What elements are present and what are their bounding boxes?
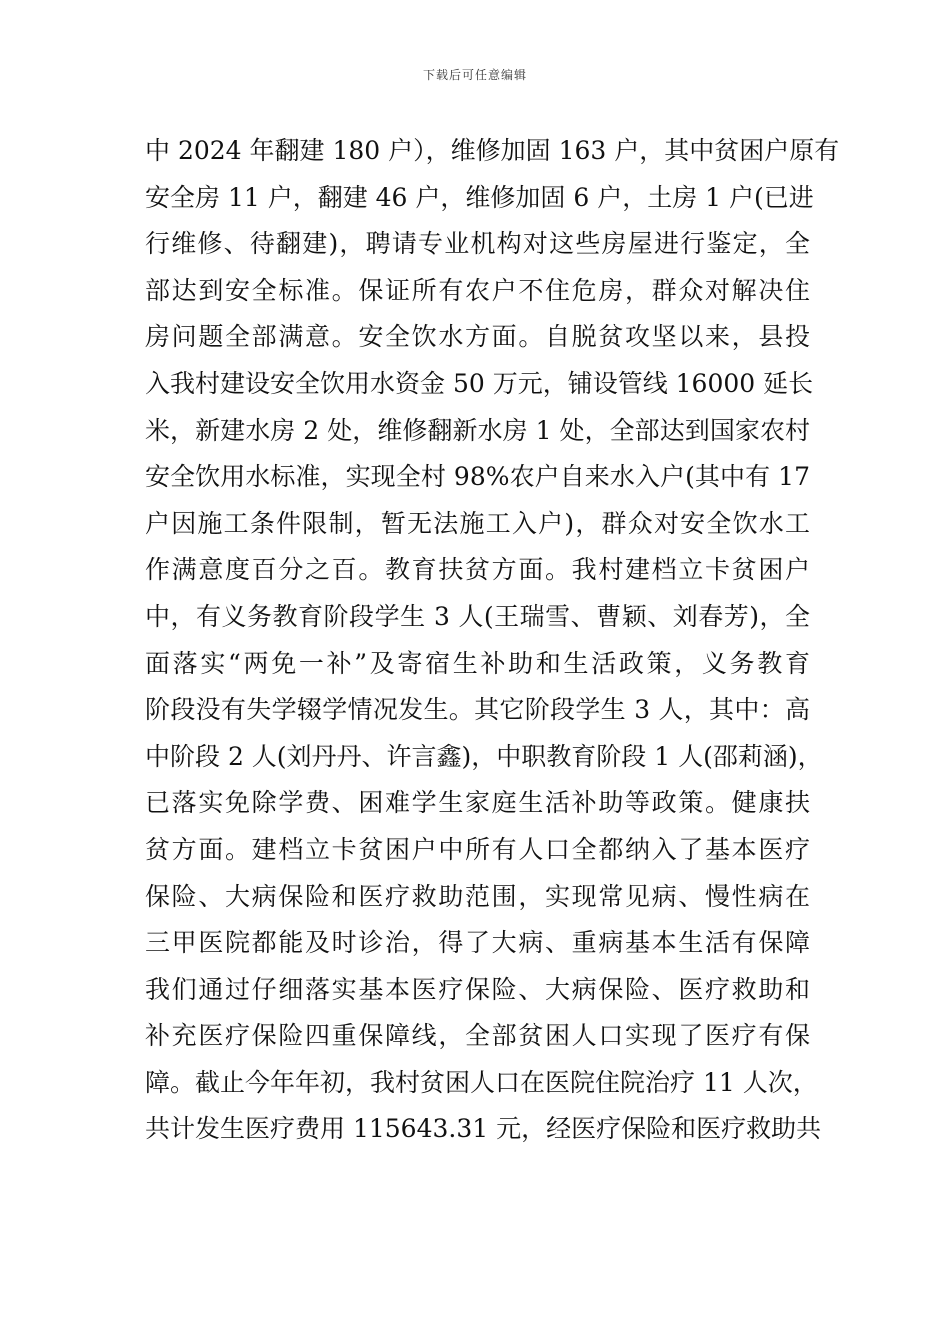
text-line: 安全房 11 户，翻建 46 户，维修加固 6 户，土房 1 户(已进 [145,182,814,212]
text-line: 部达到安全标准。保证所有农户不住危房，群众对解决住 [145,275,810,305]
text-line: 已落实免除学费、困难学生家庭生活补助等政策。健康扶 [145,788,810,818]
text-line: 房问题全部满意。安全饮水方面。自脱贫攻坚以来，县投 [145,322,810,352]
page-header: 下载后可任意编辑 [422,68,527,82]
text-line: 作满意度百分之百。教育扶贫方面。我村建档立卡贫困户 [145,555,810,585]
text-line: 贫方面。建档立卡贫困户中所有人口全都纳入了基本医疗 [145,834,810,864]
text-line: 保险、大病保险和医疗救助范围，实现常见病、慢性病在 [145,881,810,911]
text-line: 行维修、待翻建)，聘请专业机构对这些房屋进行鉴定，全 [145,229,810,259]
text-line: 障。截止今年年初，我村贫困人口在医院住院治疗 11 人次， [145,1067,818,1097]
text-line: 中阶段 2 人(刘丹丹、许言鑫)，中职教育阶段 1 人(邵莉涵)， [145,741,823,771]
text-line: 入我村建设安全饮用水资金 50 万元，铺设管线 16000 延长 [145,368,814,398]
body-paragraph [145,128,840,1153]
text-line: 安全饮用水标准，实现全村 98%农户自来水入户(其中有 17 [145,462,810,492]
text-line: 我们通过仔细落实基本医疗保险、大病保险、医疗救助和 [145,974,810,1004]
text-line: 中 2024 年翻建 180 户），维修加固 163 户，其中贫困户原有 [145,136,840,165]
text-line: 中，有义务教育阶段学生 3 人(王瑞雪、曹颖、刘春芳)，全 [145,601,810,631]
text-line: 补充医疗保险四重保障线，全部贫困人口实现了医疗有保 [145,1021,810,1051]
text-line: 户因施工条件限制，暂无法施工入户)，群众对安全饮水工 [145,508,810,538]
text-line: 米，新建水房 2 处，维修翻新水房 1 处，全部达到国家农村 [145,415,810,445]
text-line: 三甲医院都能及时诊治，得了大病、重病基本生活有保障 [145,928,810,958]
text-line: 共计发生医疗费用 115643.31 元，经医疗保险和医疗救助共 [145,1114,822,1144]
text-line: 阶段没有失学辍学情况发生。其它阶段学生 3 人，其中：高 [145,695,810,725]
text-line: 面落实“两免一补”及寄宿生补助和生活政策，义务教育 [145,648,810,678]
